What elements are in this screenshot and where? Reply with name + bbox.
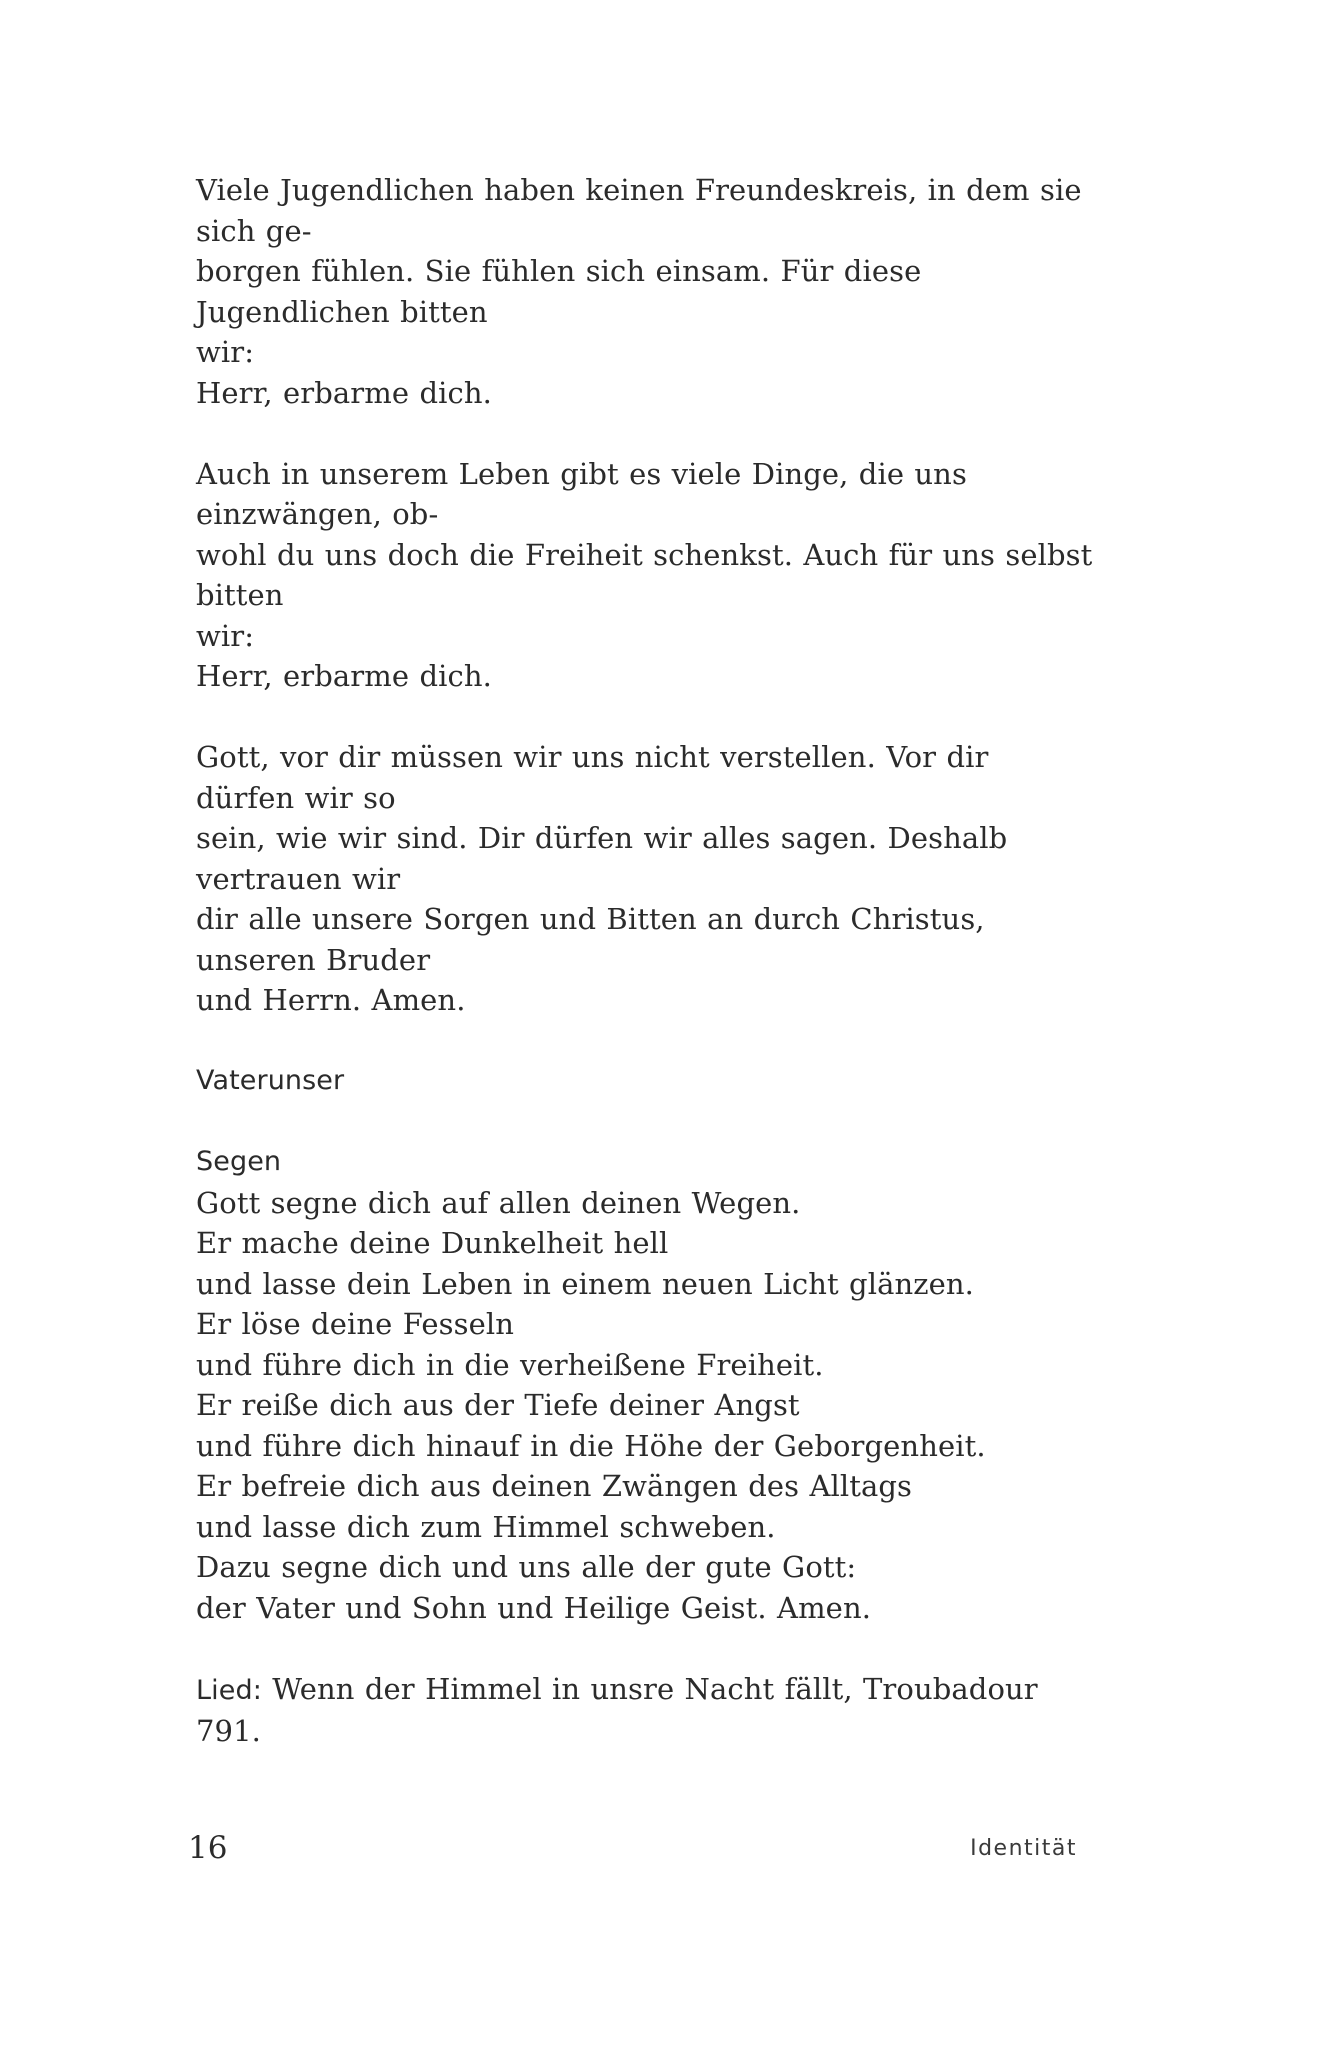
text-line: borgen fühlen. Sie fühlen sich einsam. Für diese Jugendlichen bitten <box>196 254 922 329</box>
text-line: wir: <box>196 618 255 653</box>
response-line: Herr, erbarme dich. <box>196 659 492 693</box>
blessing-line: und lasse dich zum Himmel schweben. <box>196 1509 776 1544</box>
text-line: wohl du uns doch die Freiheit schenkst. Auch für uns selbst bitten <box>196 537 1093 612</box>
paragraph-gap <box>196 1102 1096 1143</box>
blessing-line: Er mache deine Dunkelheit hell <box>196 1226 669 1260</box>
text-line: wir: <box>196 335 255 369</box>
song-title: Wenn der Himmel in unsre Nacht fällt, Troubadour 791. <box>196 1671 1038 1748</box>
body-text <box>196 170 1096 1752</box>
text-line: dir alle unsere Sorgen und Bitten an durch Christus, unseren Bruder <box>196 902 985 977</box>
blessing-line: der Vater und Sohn und Heilige Geist. Amen. <box>196 1590 872 1625</box>
closing-prayer-paragraph <box>196 737 1096 1021</box>
song-label: Lied: <box>196 1674 262 1706</box>
intercession-paragraph-1 <box>196 170 1096 413</box>
paragraph-gap <box>196 413 1096 454</box>
running-footer-section-title: Identität <box>970 1836 1077 1861</box>
response-line: Herr, erbarme dich. <box>196 375 492 410</box>
blessing-line: Gott segne dich auf allen deinen Wegen. <box>196 1185 801 1220</box>
intercession-paragraph-2 <box>196 454 1096 697</box>
blessing-line: Er befreie dich aus deinen Zwängen des Alltags <box>196 1469 913 1503</box>
text-line: Viele Jugendlichen haben keinen Freundeskreis, in dem sie sich ge- <box>196 173 1082 248</box>
text-line: und Herrn. Amen. <box>196 983 466 1017</box>
blessing-line: und lasse dein Leben in einem neuen Licht glänzen. <box>196 1266 974 1301</box>
text-line: Gott, vor dir müssen wir uns nicht verstellen. Vor dir dürfen wir so <box>196 740 989 815</box>
paragraph-gap <box>196 697 1096 738</box>
blessing-line: und führe dich hinauf in die Höhe der Geborgenheit. <box>196 1428 986 1463</box>
blessing-line: Er reiße dich aus der Tiefe deiner Angst <box>196 1388 800 1422</box>
text-line: Auch in unserem Leben gibt es viele Dinge, die uns einzwängen, ob- <box>196 456 967 531</box>
segen-section <box>196 1142 1096 1628</box>
blessing-line: und führe dich in die verheißene Freiheit. <box>196 1347 824 1382</box>
text-line: sein, wie wir sind. Dir dürfen wir alles sagen. Deshalb vertrauen wir <box>196 821 1008 896</box>
paragraph-gap <box>196 1021 1096 1062</box>
vaterunser-heading: Vaterunser <box>196 1065 345 1096</box>
song-line <box>196 1669 1096 1752</box>
paragraph-gap <box>196 1628 1096 1669</box>
blessing-line: Dazu segne dich und uns alle der gute Gott: <box>196 1550 857 1584</box>
page-number: 16 <box>188 1830 228 1866</box>
segen-heading: Segen <box>196 1146 282 1177</box>
blessing-line: Er löse deine Fesseln <box>196 1307 514 1341</box>
